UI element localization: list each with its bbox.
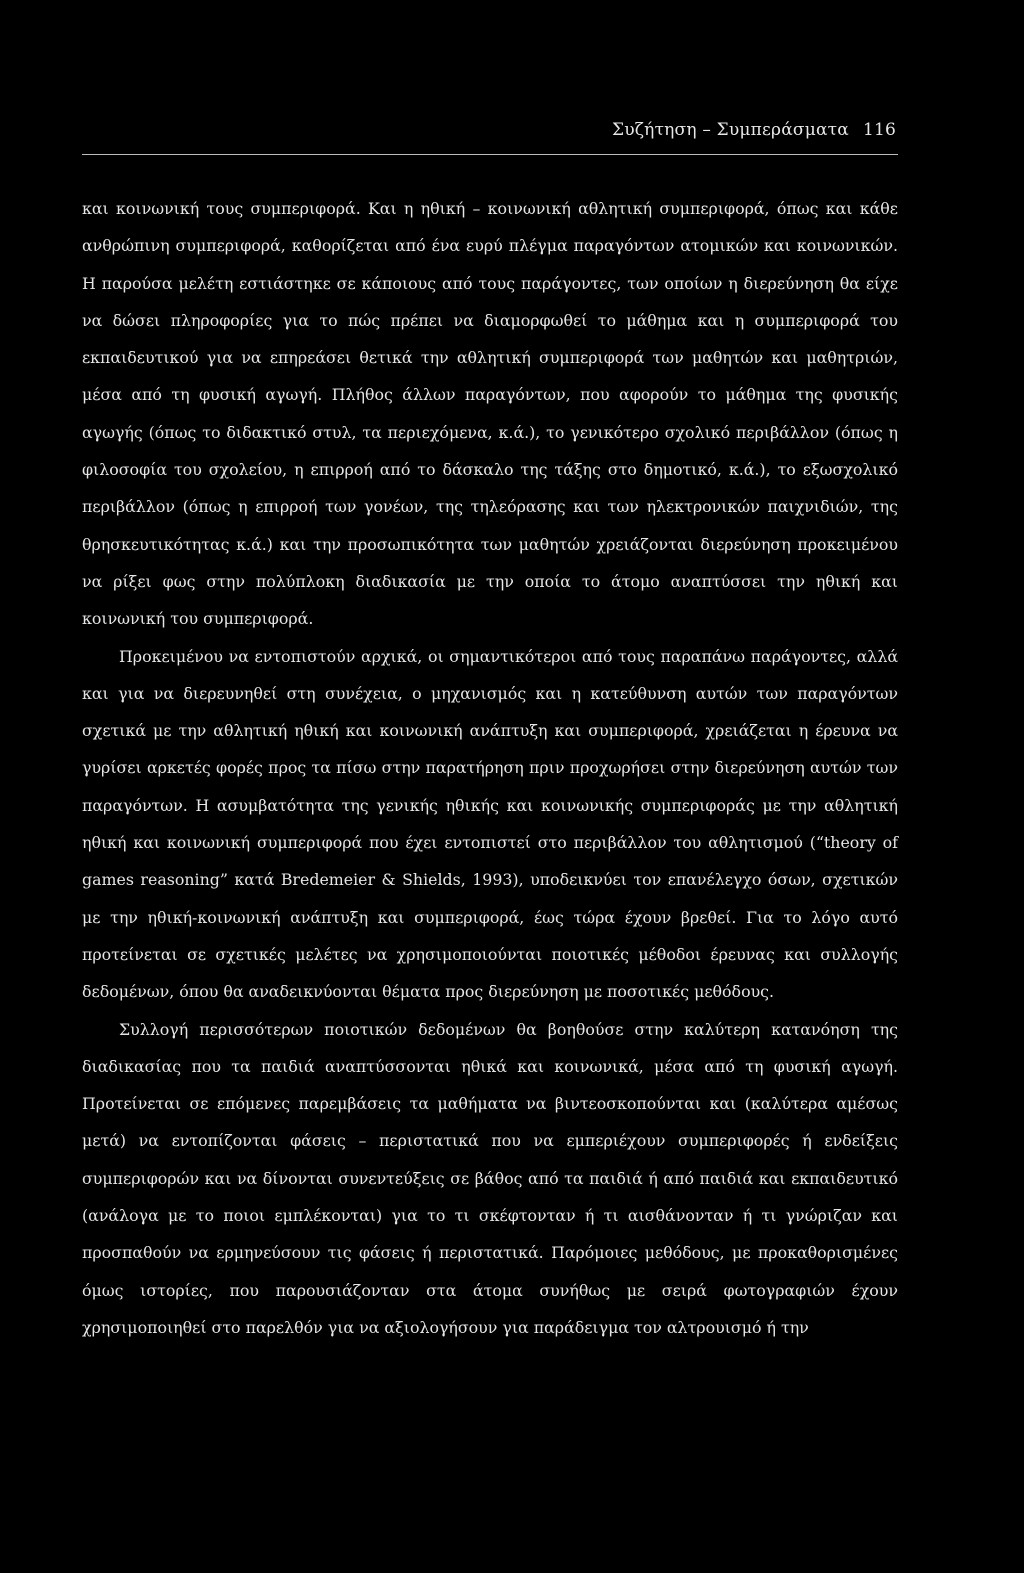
paragraph-3: Συλλογή περισσότερων ποιοτικών δεδομένων θα βοηθούσε στην καλύτερη κατανόηση της διαδικασίας που τα παιδιά αναπτύσσονται ηθικά και κοινωνικά, μέσα από τη φυσική αγωγή. Προτείνεται σε επόμενες παρεμβάσεις τα μαθήματα να βιντεοσκοπούνται και (καλύτερα αμέσως μετά) να εντοπίζονται φάσεις – περιστατικά που να εμπεριέχουν συμπεριφορές ή ενδείξεις συμπεριφορών και να δίνονται συνεντεύξεις σε βάθος από τα παιδιά ή από παιδιά και εκπαιδευτικό (ανάλογα με το ποιοι εμπλέκονται) για το τι σκέφτονταν ή τι αισθάνονταν ή τι γνώριζαν και προσπαθούν να ερμηνεύσουν τις φάσεις ή περιστατικά. Παρόμοιες μεθόδους, με προκαθορισμένες όμως ιστορίες, που παρουσιάζονταν στα άτομα συνήθως με σειρά φωτογραφιών έχουν χρησιμοποιηθεί στο παρελθόν για να αξιολογήσουν για παράδειγμα τον αλτρουισμό ή την [82,1019,898,1337]
running-head-title: Συζήτηση – Συμπεράσματα [612,120,849,140]
paragraph-1: και κοινωνική τους συμπεριφορά. Και η ηθική – κοινωνική αθλητική συμπεριφορά, όπως και κάθε ανθρώπινη συμπεριφορά, καθορίζεται από ένα ευρύ πλέγμα παραγόντων ατομικών και κοινωνικών. Η παρούσα μελέτη εστιάστηκε σε κάποιους από τους παράγοντες, των οποίων η διερεύνηση θα είχε να δώσει πληροφορίες για το πώς πρέπει να διαμορφωθεί το μάθημα και η συμπεριφορά του εκπαιδευτικού για να επηρεάσει θετικά την αθλητική συμπεριφορά των μαθητών και μαθητριών, μέσα από τη φυσική αγωγή. Πλήθος άλλων παραγόντων, που αφορούν το μάθημα της φυσικής αγωγής (όπως το διδακτικό στυλ, τα περιεχόμενα, κ.ά.), το γενικότερο σχολικό περιβάλλον (όπως η φιλοσοφία του σχολείου, η επιρροή από το δάσκαλο της τάξης στο δημοτικό, κ.ά.), το εξωσχολικό περιβάλλον (όπως η επιρροή των γονέων, της τηλεόρασης και των ηλεκτρονικών παιχνιδιών, της θρησκευτικότητας κ.ά.) και την προσωπικότητα των μαθητών χρειάζονται διερεύνηση προκειμένου να ρίξει φως στην πολύπλοκη διαδικασία με την οποία το άτομο αναπτύσσει την ηθική και κοινωνική του συμπεριφορά. [82,199,898,629]
paragraph-2: Προκειμένου να εντοπιστούν αρχικά, οι σημαντικότεροι από τους παραπάνω παράγοντες, αλλά και για να διερευνηθεί στη συνέχεια, ο μηχανισμός και η κατεύθυνση αυτών των παραγόντων σχετικά με την αθλητική ηθική και κοινωνική ανάπτυξη και συμπεριφορά, χρειάζεται η έρευνα να γυρίσει αρκετές φορές προς τα πίσω στην παρατήρηση πριν προχωρήσει στην διερεύνηση αυτών των παραγόντων. Η ασυμβατότητα της γενικής ηθικής και κοινωνικής συμπεριφοράς με την αθλητική ηθική και κοινωνική συμπεριφορά που έχει εντοπιστεί στο περιβάλλον του αθλητισμού (“theory of games reasoning” κατά Bredemeier & Shields, 1993), υποδεικνύει τον επανέλεγχο όσων, σχετικών με την ηθική-κοινωνική ανάπτυξη και συμπεριφορά, έως τώρα έχουν βρεθεί. Για το λόγο αυτό προτείνεται σε σχετικές μελέτες να χρησιμοποιούνται ποιοτικές μέθοδοι έρευνας και συλλογής δεδομένων, όπου θα αναδεικνύονται θέματα προς διερεύνηση με ποσοτικές μεθόδους. [82,646,898,1002]
body-text [82,190,898,1346]
page-number: 116 [862,120,896,140]
running-head [612,120,896,140]
header-rule [82,154,898,155]
